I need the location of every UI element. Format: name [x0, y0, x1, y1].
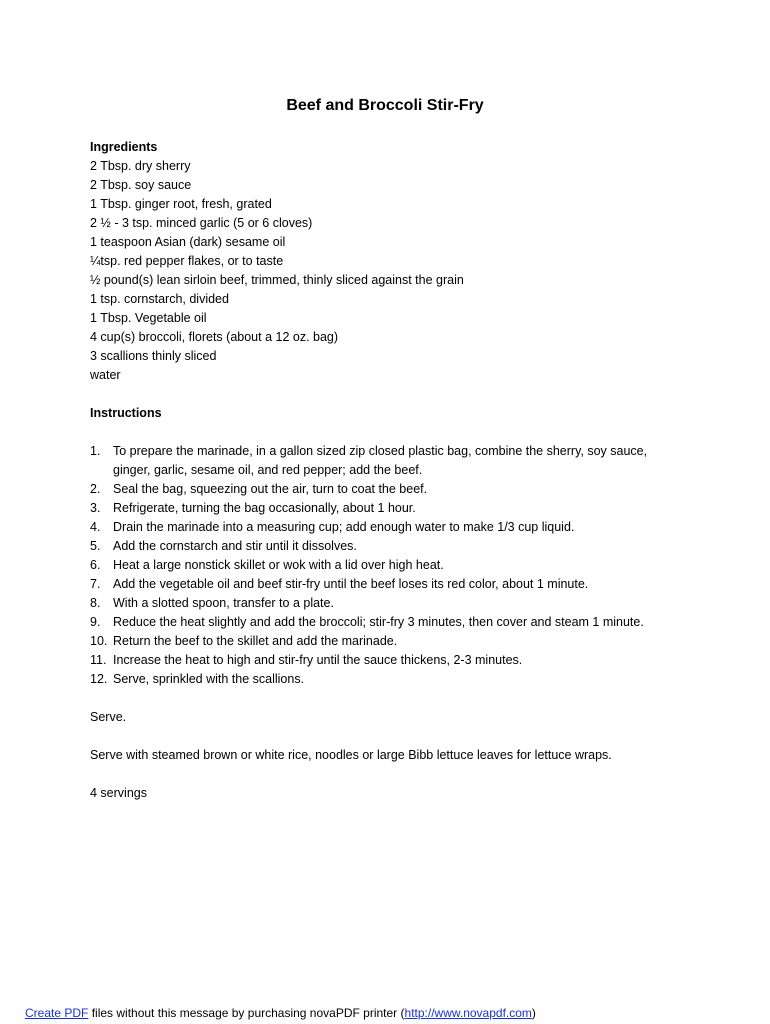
step-text: To prepare the marinade, in a gallon sized zip closed plastic bag, combine the sherry, soy sauce, ginger, garlic, sesame oil, and red pepper; add the beef. [113, 444, 648, 477]
step-number: 8. [90, 596, 101, 610]
ingredient-item: 2 ½ - 3 tsp. minced garlic (5 or 6 cloves) [90, 216, 313, 230]
create-pdf-link[interactable]: Create PDF [25, 1006, 89, 1020]
spacer [90, 765, 710, 784]
instruction-step [90, 499, 688, 518]
ingredient-item: 1 Tbsp. ginger root, fresh, grated [90, 197, 272, 211]
step-number: 11. [90, 653, 107, 667]
ingredient-item: 1 tsp. cornstarch, divided [90, 292, 229, 306]
instruction-step [90, 556, 688, 575]
ingredient-item: ¼tsp. red pepper flakes, or to taste [90, 254, 284, 268]
ingredients-heading: Ingredients [90, 140, 158, 154]
instruction-step [90, 518, 688, 537]
instruction-step [90, 575, 688, 594]
step-text: Seal the bag, squeezing out the air, turn to coat the beef. [113, 482, 428, 496]
ingredient-item: 3 scallions thinly sliced [90, 349, 217, 363]
instruction-step [90, 480, 688, 499]
step-text: Heat a large nonstick skillet or wok with a lid over high heat. [113, 558, 444, 572]
instruction-step [90, 613, 688, 632]
step-number: 12. [90, 672, 108, 686]
step-number: 4. [90, 520, 101, 534]
spacer [90, 423, 710, 442]
instruction-step [90, 442, 688, 480]
instructions-list [90, 442, 710, 689]
ingredients-list [90, 157, 710, 385]
step-text: Reduce the heat slightly and add the broccoli; stir-fry 3 minutes, then cover and steam 1 minute. [113, 615, 644, 629]
step-text: Serve, sprinkled with the scallions. [113, 672, 305, 686]
step-number: 10. [90, 634, 108, 648]
step-number: 3. [90, 501, 101, 515]
step-text: Add the vegetable oil and beef stir-fry until the beef loses its red color, about 1 minute. [113, 577, 589, 591]
recipe-body [90, 138, 710, 803]
instructions-heading: Instructions [90, 406, 162, 420]
instruction-step [90, 651, 688, 670]
ingredient-item: 2 Tbsp. dry sherry [90, 159, 191, 173]
instruction-step [90, 632, 688, 651]
step-number: 2. [90, 482, 101, 496]
step-text: Increase the heat to high and stir-fry until the sauce thickens, 2-3 minutes. [113, 653, 523, 667]
step-text: Drain the marinade into a measuring cup; add enough water to make 1/3 cup liquid. [113, 520, 575, 534]
ingredient-item: 2 Tbsp. soy sauce [90, 178, 192, 192]
step-text: Refrigerate, turning the bag occasionally, about 1 hour. [113, 501, 416, 515]
instruction-step [90, 537, 688, 556]
step-number: 1. [90, 444, 101, 458]
footer-end: ) [531, 1006, 536, 1020]
footer-text: files without this message by purchasing novaPDF printer ( [88, 1006, 405, 1020]
spacer [90, 689, 710, 708]
serve-note: Serve. [90, 710, 127, 724]
ingredient-item: ½ pound(s) lean sirloin beef, trimmed, thinly sliced against the grain [90, 273, 464, 287]
novapdf-link[interactable]: http://www.novapdf.com [404, 1006, 532, 1020]
pdf-footer [25, 1005, 536, 1021]
serve-with-note: Serve with steamed brown or white rice, noodles or large Bibb lettuce leaves for lettuce wraps. [90, 748, 612, 762]
instruction-step [90, 594, 688, 613]
spacer [90, 385, 710, 404]
ingredient-item: 4 cup(s) broccoli, florets (about a 12 oz. bag) [90, 330, 339, 344]
step-number: 6. [90, 558, 101, 572]
step-number: 5. [90, 539, 101, 553]
step-number: 9. [90, 615, 101, 629]
ingredient-item: 1 teaspoon Asian (dark) sesame oil [90, 235, 286, 249]
servings: 4 servings [90, 786, 147, 800]
step-text: Return the beef to the skillet and add the marinade. [113, 634, 398, 648]
step-text: With a slotted spoon, transfer to a plate. [113, 596, 334, 610]
ingredient-item: 1 Tbsp. Vegetable oil [90, 311, 207, 325]
spacer [90, 727, 710, 746]
step-number: 7. [90, 577, 101, 591]
instruction-step [90, 670, 688, 689]
step-text: Add the cornstarch and stir until it dissolves. [113, 539, 357, 553]
ingredient-item: water [90, 368, 121, 382]
recipe-title: Beef and Broccoli Stir-Fry [286, 97, 484, 114]
